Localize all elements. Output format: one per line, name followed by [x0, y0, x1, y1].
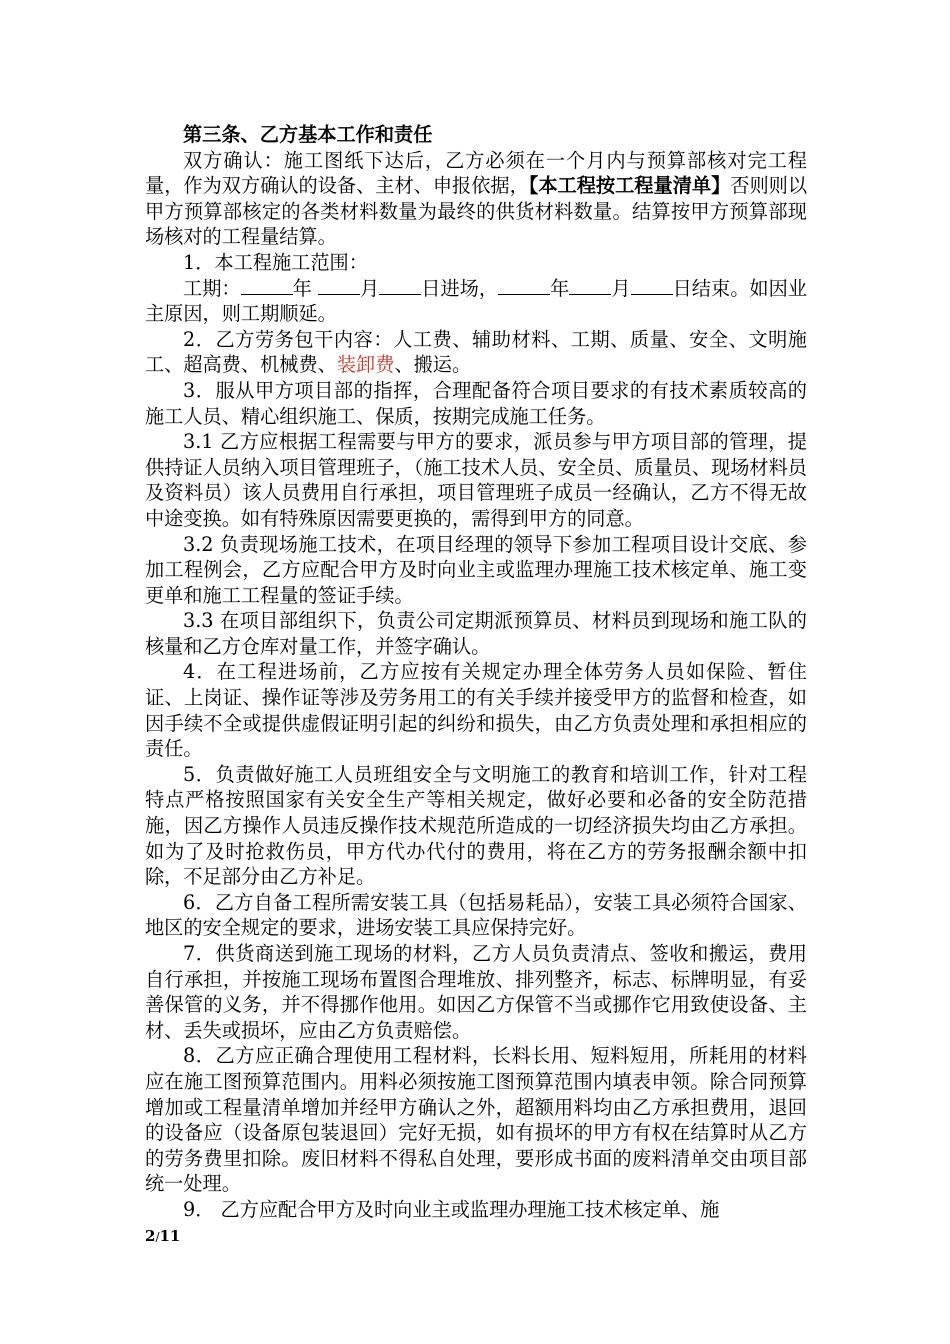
blank-end-year: [498, 276, 550, 295]
blank-start-year: [241, 276, 293, 295]
year-label: 年: [550, 276, 570, 300]
paragraph-item-3-2: 3.2 负责现场施工技术，在项目经理的领导下参加工程项目设计交底、参加工程例会，乙方应配合甲方及时向业主或监理办理施工技术核定单、施工变更单和施工工程量的签证手续。: [145, 532, 807, 607]
section-title: 第三条、乙方基本工作和责任: [183, 123, 433, 146]
paragraph-item-4: 4．在工程进场前，乙方应按有关规定办理全体劳务人员如保险、暂住证、上岗证、操作证等涉及劳务用工的有关手续并接受甲方的监督和检查，如因手续不全或提供虚假证明引起的纠纷和损失，由乙方负责处理和承担相应的责任。: [145, 660, 807, 761]
day-label: 日进场，: [421, 276, 499, 300]
paragraph-text: 否则则以甲方预算部核定的各类材料数量为最终的供货材料数量。结算按甲方预算部现场核对的工程量结算。: [145, 174, 808, 249]
blank-start-month: [318, 276, 360, 295]
bold-emphasis: 【本工程按工程量清单】: [528, 174, 731, 198]
year-label: 年: [292, 276, 312, 300]
paragraph-labor-contents: [145, 327, 807, 378]
month-label: 月: [611, 276, 631, 300]
document-body: [145, 122, 807, 1223]
blank-end-month: [569, 276, 611, 295]
current-page: 2: [145, 1227, 156, 1245]
paragraph-item-6: 6．乙方自备工程所需安装工具（包括易耗品），安装工具必须符合国家、地区的安全规定的要求，进场安装工具应保持完好。: [145, 890, 807, 940]
page-number: [145, 1227, 180, 1245]
paragraph-scope: 1．本工程施工范围：: [183, 250, 368, 274]
paragraph-item-8: 8．乙方应正确合理使用工程材料，长料长用、短料短用，所耗用的材料应在施工图预算范围内。用料必须按施工图预算范围内填表申领。除合同预算增加或工程量清单增加并经甲方确认之外，超额用料均由乙方承担费用，退回的设备应（设备原包装退回）完好无损，如有损坏的甲方有权在结算时从乙方的劳务费里扣除。废旧材料不得私自处理，要形成书面的废料清单交由项目部统一处理。: [145, 1044, 807, 1196]
paragraph-item-5: 5．负责做好施工人员班组安全与文明施工的教育和培训工作，针对工程特点严格按照国家有关安全生产等相关规定，做好必要和必备的安全防范措施，因乙方操作人员违反操作技术规范所造成的一切经济损失均由乙方承担。如为了及时抢救伤员，甲方代办代付的费用，将在乙方的劳务报酬余额中扣除，不足部分由乙方补足。: [145, 762, 807, 889]
blank-end-day: [631, 276, 673, 295]
paragraph-item-9: 9． 乙方应配合甲方及时向业主或监理办理施工技术核定单、施: [183, 1197, 720, 1221]
paragraph-item-7: 7．供货商送到施工现场的材料，乙方人员负责清点、签收和搬运，费用自行承担，并按施工现场布置图合理堆放、排列整齐，标志、标牌明显，有妥善保管的义务，并不得挪作他用。如因乙方保管不当或挪作它用致使设备、主材、丢失或损坏，应由乙方负责赔偿。: [145, 942, 807, 1042]
blank-start-day: [379, 276, 421, 295]
period-label: 工期：: [183, 276, 241, 300]
total-pages: 11: [159, 1227, 181, 1245]
page-separator: /: [155, 1230, 160, 1244]
paragraph-text: 、搬运。: [394, 353, 472, 377]
paragraph-text: 双方确认：施工图纸下达后，乙方必须在一个月内与预算部核对完工程量，作为双方确认的设备、主材、申报依据，: [145, 148, 807, 198]
highlighted-text: 装卸费: [336, 353, 395, 377]
day-label: 日结束。如因业主原因，则工期顺延。: [145, 276, 808, 326]
paragraph-item-3: 3．服从甲方项目部的指挥，合理配备符合项目要求的有技术素质较高的施工人员、精心组织施工、保质，按期完成施工任务。: [145, 378, 807, 428]
paragraph-confirmation: [145, 148, 807, 250]
month-label: 月: [360, 276, 380, 300]
paragraph-item-3-3: 3.3 在项目部组织下，负责公司定期派预算员、材料员到现场和施工队的核量和乙方仓库对量工作，并签字确认。: [145, 609, 807, 658]
paragraph-item-3-1: 3.1 乙方应根据工程需要与甲方的要求，派员参与甲方项目部的管理，提供持证人员纳入项目管理班子，（施工技术人员、安全员、质量员、现场材料员及资料员）该人员费用自行承担，项目管理班子成员一经确认，乙方不得无故中途变换。如有特殊原因需要更换的，需得到甲方的同意。: [145, 430, 807, 530]
paragraph-period: [145, 276, 807, 327]
paragraph-text: 2．乙方劳务包干内容：人工费、辅助材料、工期、质量、安全、文明施工、超高费、机械费、: [145, 327, 807, 377]
